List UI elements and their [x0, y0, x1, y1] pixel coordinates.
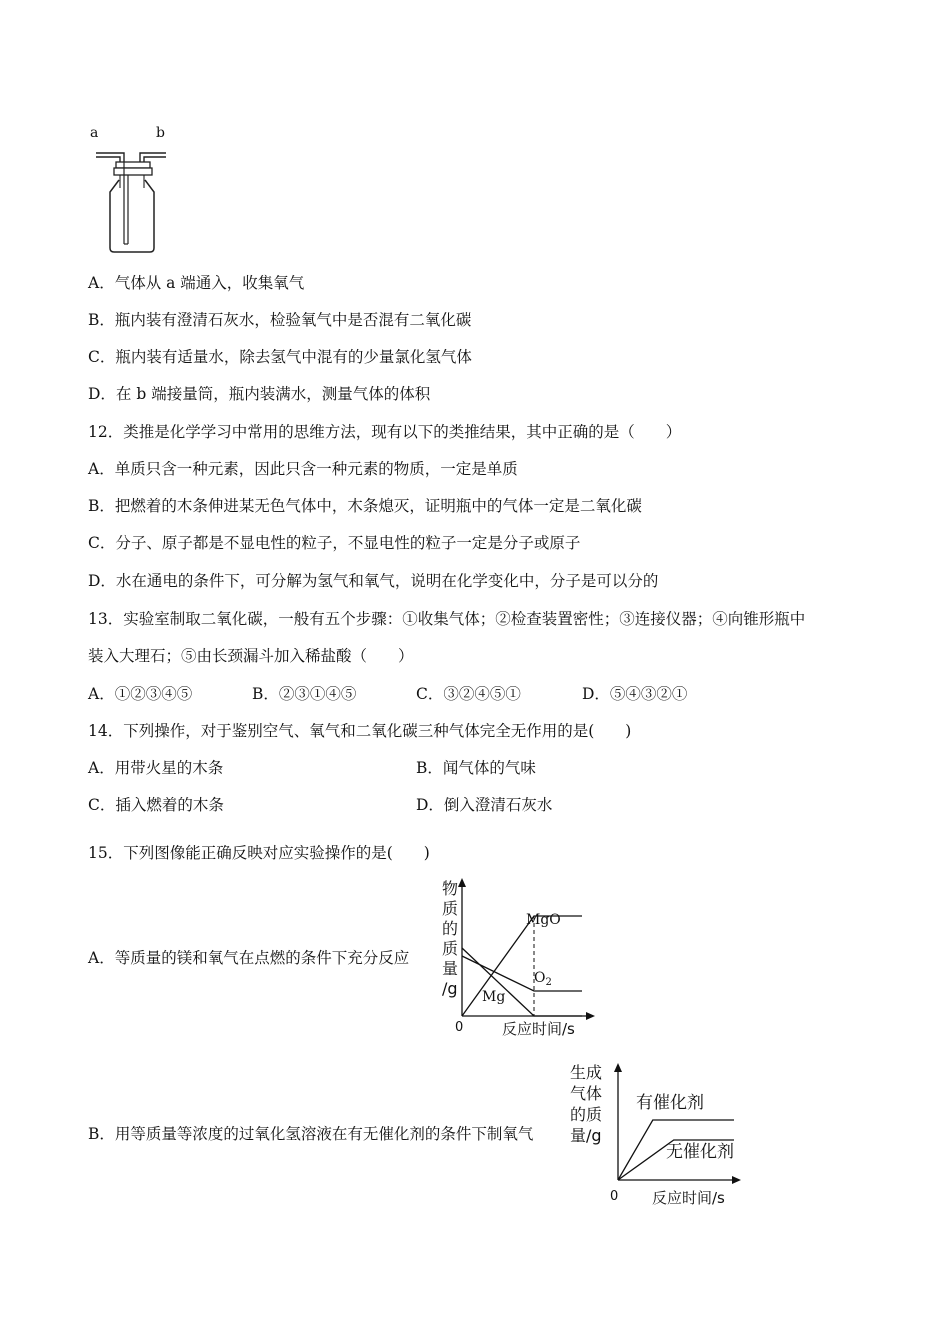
graph-b-y-arrow: [614, 1063, 622, 1072]
q11-option-c: C．瓶内装有适量水，除去氢气中混有的少量氯化氢气体: [88, 348, 472, 366]
graph-a-series-mgo-line: [462, 916, 582, 1016]
graph-a-mass-vs-time: [430, 876, 600, 1042]
graph-b-y-label-segment: 生成: [570, 1063, 603, 1082]
graph-b-y-label-segment: 气体: [570, 1084, 603, 1103]
graph-a-y-axis-label: [442, 879, 458, 998]
graph-b-x-axis-label: 反应时间/s: [652, 1189, 725, 1207]
q15-stem: 15．下列图像能正确反映对应实验操作的是( ): [88, 844, 430, 862]
graph-a-series-mg-line: [462, 948, 582, 1016]
graph-b-y-label-segment: 的质: [570, 1105, 603, 1124]
graph-a-label-mgo: MgO: [526, 912, 561, 928]
graph-b-y-label-segment: 量/g: [570, 1126, 602, 1145]
graph-a-label-o2: $O_2$: [534, 970, 552, 988]
graph-a-y-label-segment: 物: [442, 879, 459, 898]
q13-option-b: B．②③①④⑤: [252, 685, 357, 703]
graph-b-origin-label: 0: [610, 1189, 619, 1204]
q13-option-a: A．①②③④⑤: [88, 685, 193, 703]
graph-b-label-no-catalyst: 无催化剂: [666, 1142, 734, 1162]
q14-option-c: C．插入燃着的木条: [88, 796, 224, 814]
graph-a-y-label-segment: 量: [442, 959, 459, 978]
gas-bottle-figure: [86, 120, 186, 258]
q14-option-a: A．用带火星的木条: [88, 759, 224, 777]
graph-a-x-arrow: [586, 1012, 595, 1020]
graph-b-x-arrow: [732, 1176, 741, 1184]
graph-a-origin-label: 0: [455, 1020, 464, 1035]
tube-b-label: b: [156, 125, 165, 141]
q13-stem-line1: 13．实验室制取二氧化碳，一般有五个步骤：①收集气体；②检查装置密性；③连接仪器；④向锥形瓶中: [88, 610, 806, 628]
graph-a-label-mg: Mg: [482, 989, 506, 1005]
q14-option-b: B．闻气体的气味: [416, 759, 536, 777]
graph-b-label-catalyst: 有催化剂: [636, 1093, 704, 1113]
graph-a-x-axis-label: 反应时间/s: [502, 1020, 575, 1038]
q13-stem-line2: 装入大理石；⑤由长颈漏斗加入稀盐酸（ ）: [88, 647, 414, 665]
q14-stem: 14．下列操作，对于鉴别空气、氧气和二氧化碳三种气体完全无作用的是( ): [88, 722, 632, 740]
graph-a-y-label-segment: /g: [442, 979, 458, 998]
q12-option-a: A．单质只含一种元素，因此只含一种元素的物质，一定是单质: [88, 460, 518, 478]
q15-option-b: B．用等质量等浓度的过氧化氢溶液在有无催化剂的条件下制氧气: [88, 1125, 534, 1143]
q11-option-b: B．瓶内装有澄清石灰水，检验氧气中是否混有二氧化碳: [88, 311, 472, 329]
q15-option-a: A．等质量的镁和氧气在点燃的条件下充分反应: [88, 949, 410, 967]
q13-option-c: C．③②④⑤①: [416, 685, 521, 703]
q11-option-d: D．在 b 端接量筒，瓶内装满水，测量气体的体积: [88, 385, 431, 403]
q12-option-b: B．把燃着的木条伸进某无色气体中，木条熄灭，证明瓶中的气体一定是二氧化碳: [88, 497, 642, 515]
q13-option-d: D．⑤④③②①: [582, 685, 688, 703]
q12-option-c: C．分子、原子都是不显电性的粒子，不显电性的粒子一定是分子或原子: [88, 534, 581, 552]
graph-a-y-label-segment: 质: [442, 939, 459, 958]
graph-b-gas-mass-vs-time: [566, 1060, 742, 1210]
q14-option-d: D．倒入澄清石灰水: [416, 796, 553, 814]
q12-option-d: D．水在通电的条件下，可分解为氢气和氧气，说明在化学变化中，分子是可以分的: [88, 572, 659, 590]
graph-a-series-o2-line: [462, 956, 582, 991]
graph-b-y-axis-label: [570, 1063, 602, 1145]
q12-stem: 12．类推是化学学习中常用的思维方法，现有以下的类推结果，其中正确的是（ ）: [88, 423, 682, 441]
graph-a-y-label-segment: 质: [442, 899, 459, 918]
tube-a-label: a: [90, 125, 99, 141]
graph-a-y-label-segment: 的: [442, 919, 459, 938]
q11-option-a: A．气体从 a 端通入，收集氧气: [88, 274, 305, 292]
graph-a-y-arrow: [458, 878, 466, 887]
